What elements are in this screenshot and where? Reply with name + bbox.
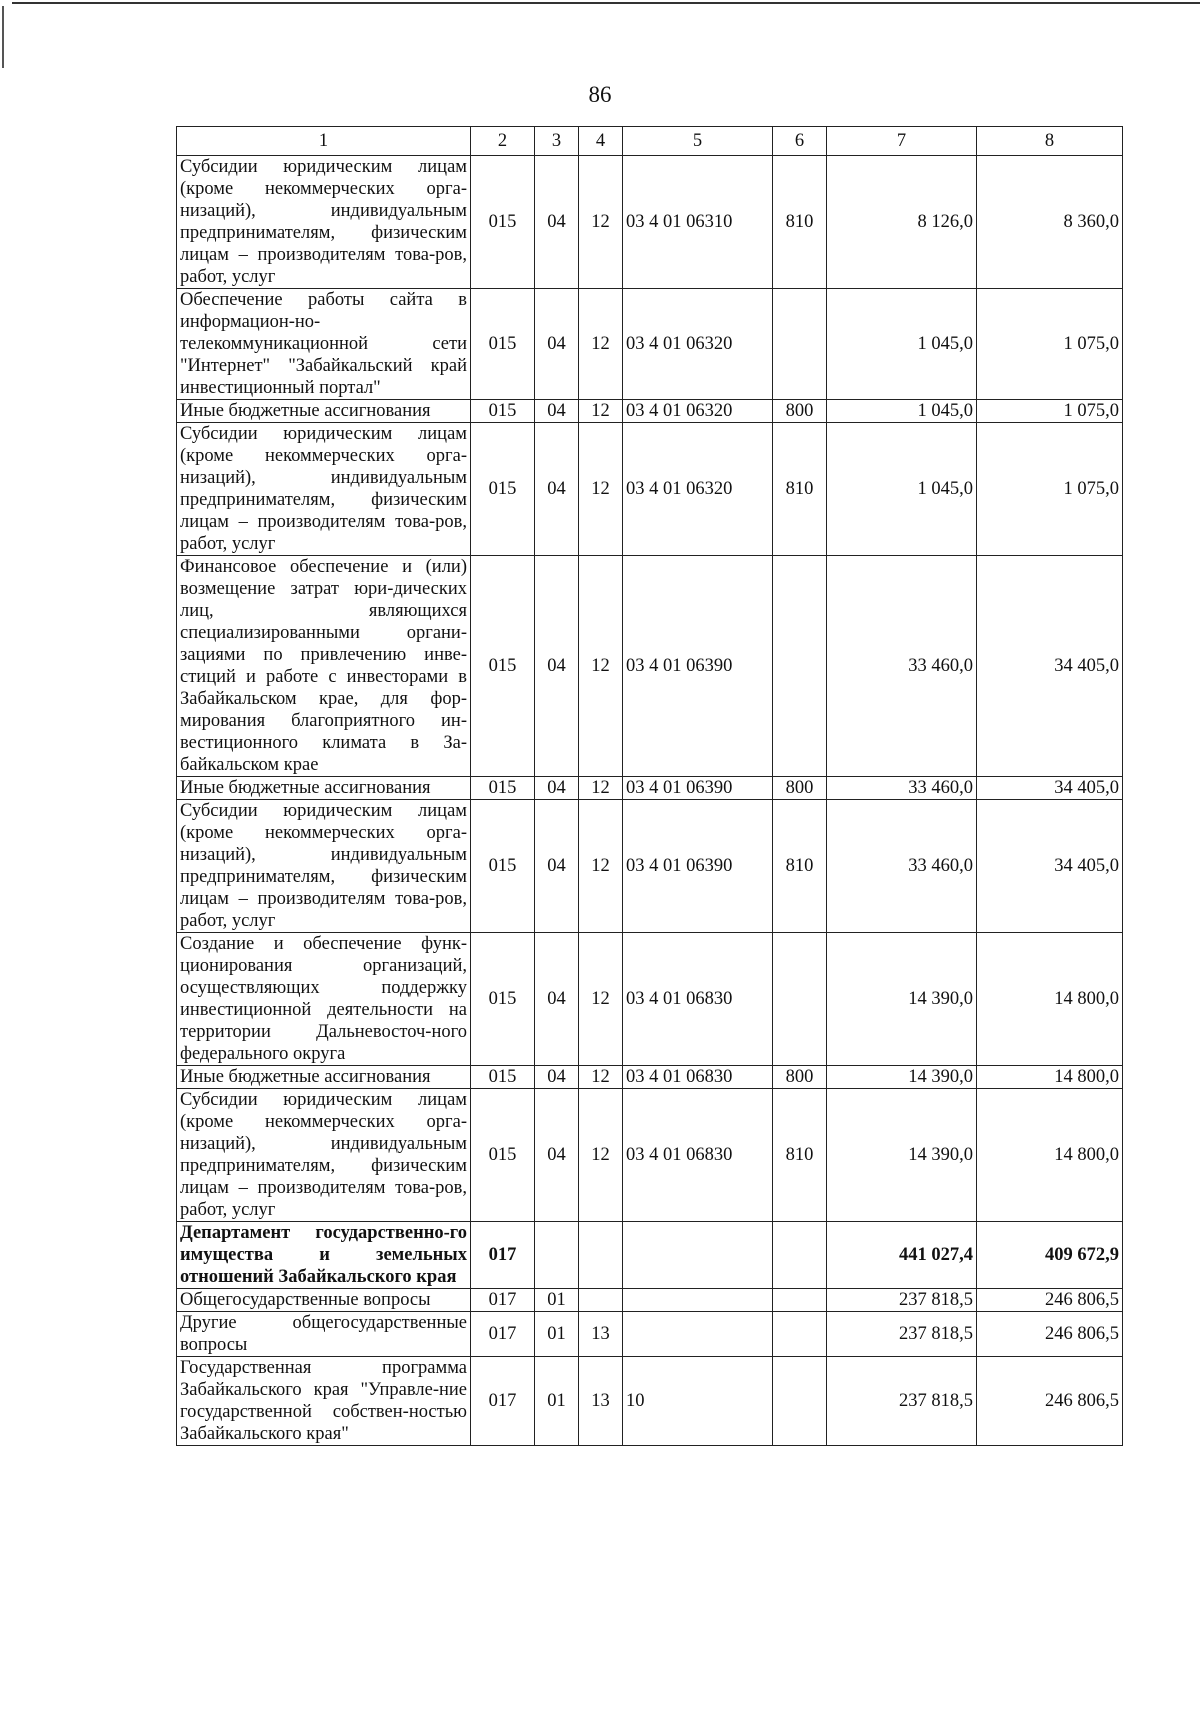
row-ministry-code-cell: 015 <box>471 289 535 400</box>
row-amount-year1-cell: 237 818,5 <box>827 1289 977 1312</box>
row-amount-year1-cell: 441 027,4 <box>827 1222 977 1289</box>
row-subsection-cell: 13 <box>579 1312 623 1357</box>
row-section-cell: 04 <box>535 777 579 800</box>
row-amount-year1-cell: 8 126,0 <box>827 156 977 289</box>
row-amount-year1-cell: 14 390,0 <box>827 1066 977 1089</box>
header-cell: 8 <box>977 127 1123 156</box>
row-ministry-code-cell: 015 <box>471 423 535 556</box>
table-row <box>177 400 1123 423</box>
row-target-article-cell: 03 4 01 06830 <box>623 1089 773 1222</box>
row-ministry-code-cell: 017 <box>471 1357 535 1446</box>
row-ministry-code-cell: 017 <box>471 1312 535 1357</box>
row-amount-year2-cell: 1 075,0 <box>977 400 1123 423</box>
row-target-article-cell: 03 4 01 06830 <box>623 1066 773 1089</box>
top-rule <box>12 2 1200 4</box>
row-amount-year1-cell: 237 818,5 <box>827 1312 977 1357</box>
row-subsection-cell: 12 <box>579 423 623 556</box>
row-name-cell: Субсидии юридическим лицам (кроме некоммерческих орга-низаций), индивидуальным предпринимателям, физическим лицам – производителям това-ров, работ, услуг <box>177 423 471 556</box>
row-amount-year1-cell: 1 045,0 <box>827 423 977 556</box>
row-amount-year1-cell: 33 460,0 <box>827 556 977 777</box>
row-name-cell: Финансовое обеспечение и (или) возмещение затрат юри-дических лиц, являющихся специализированными органи-зациями по привлечению инве-стиций и работе с инвесторами в Забайкальском крае, для фор-мирования благоприятного ин-вестиционного климата в За-байкальском крае <box>177 556 471 777</box>
row-expense-type-cell <box>773 289 827 400</box>
row-subsection-cell <box>579 1289 623 1312</box>
table-row <box>177 1289 1123 1312</box>
row-subsection-cell: 12 <box>579 777 623 800</box>
row-name-cell: Иные бюджетные ассигнования <box>177 400 471 423</box>
row-expense-type-cell <box>773 933 827 1066</box>
row-ministry-code-cell: 015 <box>471 156 535 289</box>
row-name-cell: Иные бюджетные ассигнования <box>177 777 471 800</box>
row-target-article-cell: 03 4 01 06320 <box>623 400 773 423</box>
row-amount-year2-cell: 14 800,0 <box>977 1066 1123 1089</box>
row-expense-type-cell <box>773 556 827 777</box>
row-amount-year2-cell: 409 672,9 <box>977 1222 1123 1289</box>
header-row <box>177 127 1123 156</box>
row-target-article-cell: 03 4 01 06390 <box>623 777 773 800</box>
row-expense-type-cell <box>773 1357 827 1446</box>
row-amount-year2-cell: 34 405,0 <box>977 777 1123 800</box>
left-margin-rule <box>2 6 4 68</box>
row-expense-type-cell: 810 <box>773 156 827 289</box>
row-name-cell: Создание и обеспечение функ-ционирования организаций, осуществляющих поддержку инвестиционной деятельности на территории Дальневосточ-ного федерального округа <box>177 933 471 1066</box>
row-target-article-cell: 03 4 01 06320 <box>623 289 773 400</box>
row-subsection-cell <box>579 1222 623 1289</box>
row-target-article-cell <box>623 1289 773 1312</box>
table-row <box>177 423 1123 556</box>
row-target-article-cell <box>623 1312 773 1357</box>
row-ministry-code-cell: 015 <box>471 800 535 933</box>
table-row <box>177 556 1123 777</box>
row-subsection-cell: 12 <box>579 556 623 777</box>
row-target-article-cell: 03 4 01 06390 <box>623 800 773 933</box>
header-cell: 6 <box>773 127 827 156</box>
row-section-cell: 04 <box>535 423 579 556</box>
row-expense-type-cell: 810 <box>773 423 827 556</box>
row-amount-year1-cell: 33 460,0 <box>827 777 977 800</box>
page-number: 86 <box>588 82 612 107</box>
table-row <box>177 933 1123 1066</box>
row-subsection-cell: 12 <box>579 933 623 1066</box>
row-amount-year2-cell: 14 800,0 <box>977 1089 1123 1222</box>
row-section-cell: 01 <box>535 1312 579 1357</box>
row-section-cell: 01 <box>535 1289 579 1312</box>
row-ministry-code-cell: 017 <box>471 1289 535 1312</box>
row-name-cell: Субсидии юридическим лицам (кроме некоммерческих орга-низаций), индивидуальным предпринимателям, физическим лицам – производителям това-ров, работ, услуг <box>177 1089 471 1222</box>
header-cell: 7 <box>827 127 977 156</box>
row-amount-year1-cell: 33 460,0 <box>827 800 977 933</box>
row-name-cell: Общегосударственные вопросы <box>177 1289 471 1312</box>
row-section-cell: 04 <box>535 156 579 289</box>
row-name-cell: Иные бюджетные ассигнования <box>177 1066 471 1089</box>
table-row <box>177 1357 1123 1446</box>
table-row <box>177 1089 1123 1222</box>
row-target-article-cell: 03 4 01 06320 <box>623 423 773 556</box>
row-amount-year2-cell: 1 075,0 <box>977 289 1123 400</box>
row-amount-year2-cell: 246 806,5 <box>977 1357 1123 1446</box>
table-row <box>177 156 1123 289</box>
table-row <box>177 1066 1123 1089</box>
row-amount-year2-cell: 14 800,0 <box>977 933 1123 1066</box>
row-amount-year2-cell: 34 405,0 <box>977 556 1123 777</box>
row-section-cell: 04 <box>535 289 579 400</box>
row-amount-year2-cell: 246 806,5 <box>977 1312 1123 1357</box>
row-expense-type-cell: 800 <box>773 777 827 800</box>
row-section-cell: 01 <box>535 1357 579 1446</box>
row-expense-type-cell <box>773 1312 827 1357</box>
row-ministry-code-cell: 015 <box>471 556 535 777</box>
budget-table <box>176 126 1123 1446</box>
row-amount-year1-cell: 14 390,0 <box>827 1089 977 1222</box>
header-cell: 1 <box>177 127 471 156</box>
table-row <box>177 289 1123 400</box>
row-subsection-cell: 12 <box>579 1089 623 1222</box>
row-amount-year2-cell: 34 405,0 <box>977 800 1123 933</box>
row-expense-type-cell: 810 <box>773 1089 827 1222</box>
table-body <box>177 156 1123 1446</box>
row-ministry-code-cell: 017 <box>471 1222 535 1289</box>
header-cell: 2 <box>471 127 535 156</box>
table-row <box>177 800 1123 933</box>
row-target-article-cell: 10 <box>623 1357 773 1446</box>
row-name-cell: Другие общегосударственные вопросы <box>177 1312 471 1357</box>
row-name-cell: Субсидии юридическим лицам (кроме некоммерческих орга-низаций), индивидуальным предпринимателям, физическим лицам – производителям това-ров, работ, услуг <box>177 800 471 933</box>
row-target-article-cell: 03 4 01 06830 <box>623 933 773 1066</box>
row-name-cell: Государственная программа Забайкальского края "Управле-ние государственной собствен-ностью Забайкальского края" <box>177 1357 471 1446</box>
header-cell: 3 <box>535 127 579 156</box>
header-cell: 4 <box>579 127 623 156</box>
row-amount-year1-cell: 1 045,0 <box>827 400 977 423</box>
row-section-cell <box>535 1222 579 1289</box>
row-subsection-cell: 12 <box>579 289 623 400</box>
row-expense-type-cell <box>773 1289 827 1312</box>
row-amount-year1-cell: 14 390,0 <box>827 933 977 1066</box>
row-subsection-cell: 13 <box>579 1357 623 1446</box>
row-name-cell: Департамент государственно-го имущества и земельных отношений Забайкальского края <box>177 1222 471 1289</box>
row-section-cell: 04 <box>535 400 579 423</box>
row-section-cell: 04 <box>535 556 579 777</box>
row-ministry-code-cell: 015 <box>471 933 535 1066</box>
row-name-cell: Обеспечение работы сайта в информацион-но-телекоммуникационной сети "Интернет" "Забайкальский край инвестиционный портал" <box>177 289 471 400</box>
row-ministry-code-cell: 015 <box>471 400 535 423</box>
row-subsection-cell: 12 <box>579 156 623 289</box>
row-expense-type-cell: 800 <box>773 1066 827 1089</box>
row-amount-year1-cell: 1 045,0 <box>827 289 977 400</box>
row-name-cell: Субсидии юридическим лицам (кроме некоммерческих орга-низаций), индивидуальным предпринимателям, физическим лицам – производителям това-ров, работ, услуг <box>177 156 471 289</box>
row-subsection-cell: 12 <box>579 800 623 933</box>
row-ministry-code-cell: 015 <box>471 1089 535 1222</box>
row-subsection-cell: 12 <box>579 1066 623 1089</box>
row-amount-year2-cell: 8 360,0 <box>977 156 1123 289</box>
row-expense-type-cell <box>773 1222 827 1289</box>
row-section-cell: 04 <box>535 1089 579 1222</box>
table-row <box>177 1222 1123 1289</box>
row-target-article-cell <box>623 1222 773 1289</box>
header-cell: 5 <box>623 127 773 156</box>
row-ministry-code-cell: 015 <box>471 1066 535 1089</box>
row-amount-year2-cell: 1 075,0 <box>977 423 1123 556</box>
row-section-cell: 04 <box>535 933 579 1066</box>
row-section-cell: 04 <box>535 1066 579 1089</box>
row-target-article-cell: 03 4 01 06310 <box>623 156 773 289</box>
row-target-article-cell: 03 4 01 06390 <box>623 556 773 777</box>
row-expense-type-cell: 800 <box>773 400 827 423</box>
table-row <box>177 1312 1123 1357</box>
row-amount-year2-cell: 246 806,5 <box>977 1289 1123 1312</box>
table-row <box>177 777 1123 800</box>
row-section-cell: 04 <box>535 800 579 933</box>
row-ministry-code-cell: 015 <box>471 777 535 800</box>
row-subsection-cell: 12 <box>579 400 623 423</box>
row-amount-year1-cell: 237 818,5 <box>827 1357 977 1446</box>
row-expense-type-cell: 810 <box>773 800 827 933</box>
